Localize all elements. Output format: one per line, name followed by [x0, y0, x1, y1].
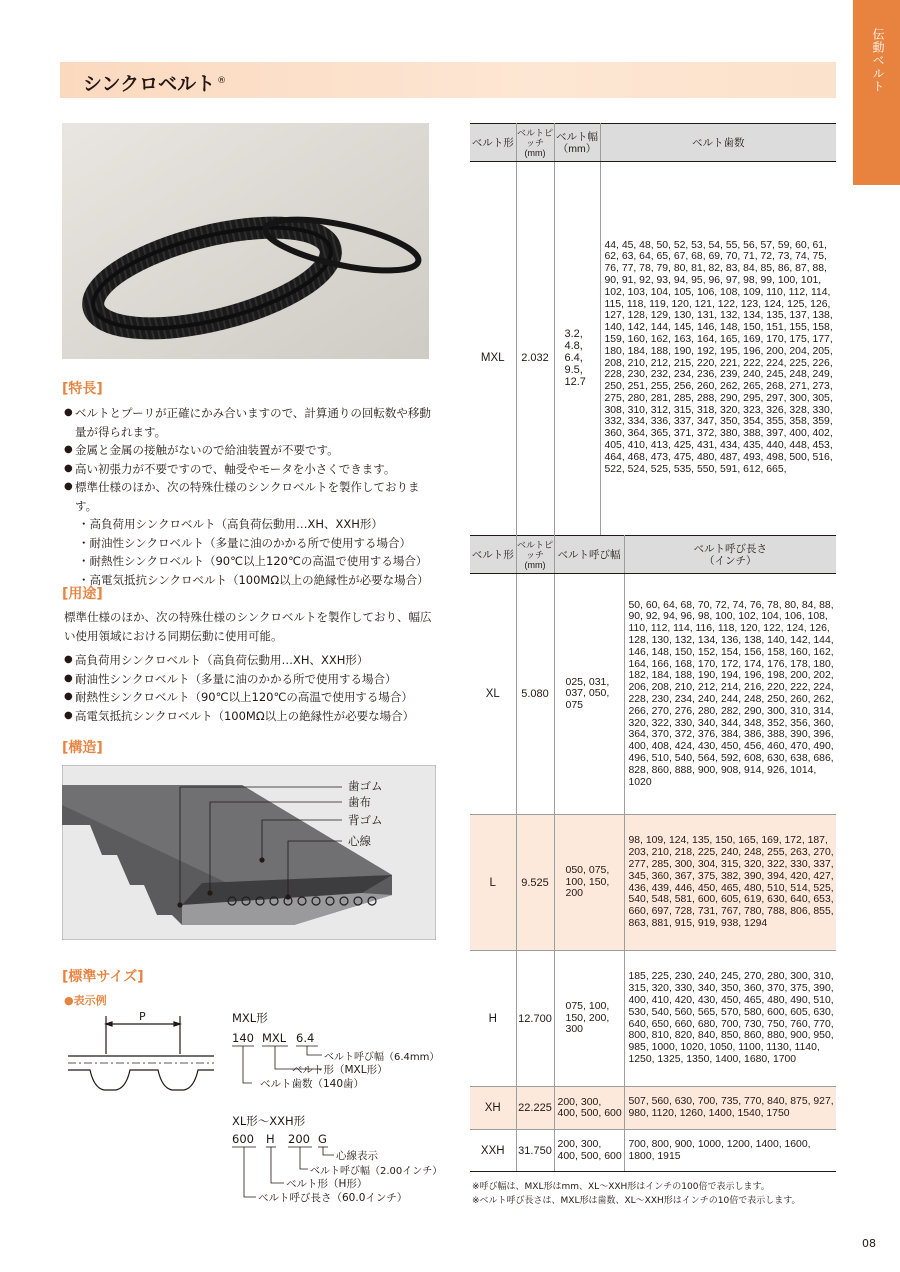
features-item: ● 標準仕様のほか、次の特殊仕様のシンクロベルトを製作しております。	[64, 478, 436, 515]
xl-note-cord: 心線表示	[336, 1150, 378, 1162]
header-pitch-unit: (mm)	[524, 559, 546, 570]
side-tab	[853, 0, 900, 185]
xl-example-code	[232, 1132, 442, 1212]
mxl-code-width: 6.4	[296, 1031, 315, 1045]
table-row	[470, 1130, 836, 1172]
cell-width: 025, 031, 037, 050, 075	[554, 574, 624, 815]
features-item: ● 金属と金属の接触がないので給油装置が不要です。	[64, 441, 436, 460]
cell-width: 050, 075, 100, 150, 200	[554, 815, 624, 951]
cell-type: H	[470, 951, 516, 1087]
header-nominal-length	[624, 536, 836, 574]
cell-lengths: 185, 225, 230, 240, 245, 270, 280, 300, 310, 315, 320, 330, 340, 350, 360, 370, 375, 390, 400, 410, 420, 430, 450, 465, 480, 490, 510, 530, 540, 560, 565, 570, 580, 600, 605, 630, 640, 650, 660, 680, 700, 730, 750, 760, 770, 800, 810, 820, 840, 850, 860, 880, 900, 950, 985, 1000, 1020, 1050, 1100, 1130, 1140, 1250, 1325, 1350, 1400, 1680, 1700	[624, 951, 836, 1087]
footnote: ※呼び幅は、MXL形はmm、XL〜XXH形はインチの100倍で表示します。	[472, 1182, 770, 1192]
features-item: ● 高い初張力が不要ですので、軸受やモータを小さくできます。	[64, 460, 436, 479]
belt-photo-illustration	[62, 123, 429, 359]
structure-label-tooth-rubber: 歯ゴム	[348, 779, 383, 793]
header-width-label: ベルト幅	[556, 130, 598, 143]
xl-note-type: ベルト形（H形）	[286, 1178, 368, 1190]
table-row	[470, 1087, 836, 1130]
applications-item: ● 耐熱性シンクロベルト（90℃以上120℃の高温で使用する場合）	[64, 688, 436, 707]
xl-note-width: ベルト呼び幅（2.00インチ）	[310, 1166, 443, 1177]
cell-type: XL	[470, 574, 516, 815]
header-belt-type: ベルト形	[470, 536, 516, 574]
header-belt-pitch	[516, 124, 554, 162]
features-sub-item: ・耐熱性シンクロベルト（90℃以上120℃の高温で使用する場合）	[78, 554, 428, 568]
example-label: ●表示例	[64, 994, 107, 1007]
features-sub-item: ・高電気抵抗シンクロベルト（100MΩ以上の絶縁性が必要な場合）	[78, 572, 429, 587]
table-row	[470, 162, 836, 554]
applications-intro: 標準仕様のほか、次の特殊仕様のシンクロベルトを製作しており、幅広い使用領域における同期伝動に使用可能。	[64, 610, 432, 643]
header-length-label: ベルト呼び長さ	[693, 542, 767, 555]
mxl-note-teeth: ベルト歯数（140歯）	[260, 1078, 365, 1090]
xl-code-cord: G	[318, 1132, 327, 1146]
cell-teeth: 44, 45, 48, 50, 52, 53, 54, 55, 56, 57, 59, 60, 61, 62, 63, 64, 65, 67, 68, 69, 70, 71, 72, 73, 74, 75, 76, 77, 78, 79, 80, 81, 82, 83, 84, 85, 86, 87, 88, 90, 91, 92, 93, 94, 95, 96, 97, 98, 99, 100, 101, 102, 103, 104, 105, 106, 108, 109, 110, 112, 114, 115, 118, 119, 120, 121, 122, 123, 124, 125, 126, 127, 128, 129, 130, 131, 132, 134, 135, 137, 138, 140, 142, 144, 145, 146, 148, 150, 151, 155, 158, 159, 160, 162, 163, 164, 165, 169, 170, 175, 177, 180, 184, 188, 190, 192, 195, 196, 200, 204, 205, 208, 210, 212, 215, 220, 221, 222, 224, 225, 226, 228, 230, 232, 234, 236, 239, 240, 245, 248, 249, 250, 251, 255, 256, 260, 262, 265, 268, 271, 273, 275, 280, 281, 285, 288, 290, 295, 297, 300, 305, 308, 310, 312, 315, 318, 320, 323, 326, 328, 330, 332, 334, 336, 337, 347, 350, 354, 355, 358, 359, 360, 364, 365, 371, 372, 380, 388, 397, 400, 402, 405, 410, 413, 425, 431, 434, 435, 440, 448, 453, 464, 468, 473, 475, 480, 487, 493, 498, 500, 516, 522, 524, 525, 535, 550, 591, 612, 665,	[600, 162, 836, 554]
mxl-note-width: ベルト呼び幅（6.4mm）	[324, 1052, 440, 1063]
header-pitch-label: ベルトピッチ	[516, 127, 553, 148]
cell-width: 200, 300, 400, 500, 600	[554, 1130, 624, 1172]
mxl-note-type: ベルト形（MXL形）	[292, 1064, 388, 1076]
applications-item: ● 高電気抵抗シンクロベルト（100MΩ以上の絶縁性が必要な場合）	[64, 707, 436, 726]
applications-list	[64, 608, 436, 725]
cell-type: L	[470, 815, 516, 951]
side-tab-label: 伝動ベルト	[871, 28, 885, 93]
cell-type: XH	[470, 1087, 516, 1130]
mxl-example-title: MXL形	[232, 1011, 268, 1025]
xl-code-width: 200	[288, 1132, 310, 1146]
cell-pitch: 12.700	[516, 951, 554, 1087]
cell-type: XXH	[470, 1130, 516, 1172]
cell-pitch: 9.525	[516, 815, 554, 951]
header-belt-pitch	[516, 536, 554, 574]
header-pitch-label: ベルトピッチ	[516, 539, 553, 560]
features-list	[64, 404, 436, 589]
xl-note-length: ベルト呼び長さ（60.0インチ）	[258, 1192, 408, 1204]
structure-diagram	[62, 765, 436, 940]
cell-width: 075, 100, 150, 200, 300	[554, 951, 624, 1087]
cell-lengths: 98, 109, 124, 135, 150, 165, 169, 172, 187, 203, 210, 218, 225, 240, 248, 255, 263, 270, 277, 285, 300, 304, 315, 320, 322, 330, 337, 345, 360, 367, 375, 382, 390, 394, 420, 427, 436, 439, 446, 450, 465, 480, 510, 514, 525, 540, 548, 581, 600, 605, 619, 630, 640, 653, 660, 697, 728, 731, 767, 780, 788, 806, 855, 863, 881, 915, 919, 938, 1294	[624, 815, 836, 951]
footnotes	[472, 1180, 852, 1208]
registered-mark: ®	[217, 75, 227, 86]
features-item: ● ベルトとプーリが正確にかみ合いますので、計算通りの回転数や移動量が得られます。	[64, 404, 436, 441]
header-pitch-unit: (mm)	[524, 147, 546, 158]
features-heading: [特長]	[62, 381, 103, 397]
features-sub-item: ・高負荷用シンクロベルト（高負荷伝動用…XH、XXH形）	[78, 517, 383, 531]
xl-code-length: 600	[232, 1132, 254, 1146]
header-belt-teeth: ベルト歯数	[600, 124, 836, 162]
structure-heading: [構造]	[62, 740, 103, 756]
applications-item: ● 高負荷用シンクロベルト（高負荷伝動用…XH、XXH形）	[64, 651, 436, 670]
length-table	[470, 535, 836, 1172]
header-length-unit: （インチ）	[704, 554, 757, 567]
structure-label-back-rubber: 背ゴム	[348, 813, 383, 827]
cell-pitch: 2.032	[516, 162, 554, 554]
table-row	[470, 574, 836, 815]
header-belt-type: ベルト形	[470, 124, 516, 162]
product-photo	[62, 123, 429, 359]
header-width-unit: （mm）	[557, 142, 597, 155]
pitch-label: P	[139, 1010, 146, 1023]
pitch-diagram	[68, 1012, 218, 1102]
mxl-code-teeth: 140	[232, 1031, 254, 1045]
cell-pitch: 31.750	[516, 1130, 554, 1172]
cell-type: MXL	[470, 162, 516, 554]
cell-lengths: 50, 60, 64, 68, 70, 72, 74, 76, 78, 80, 84, 88, 90, 92, 94, 96, 98, 100, 102, 104, 106, 108, 110, 112, 114, 116, 118, 120, 122, 124, 126, 128, 130, 132, 134, 136, 138, 140, 142, 144, 146, 148, 150, 152, 154, 156, 158, 160, 162, 164, 166, 168, 170, 172, 174, 176, 178, 180, 182, 184, 188, 190, 194, 196, 198, 200, 202, 206, 208, 210, 212, 214, 216, 220, 222, 224, 228, 230, 234, 240, 244, 248, 250, 260, 262, 266, 270, 276, 280, 282, 290, 300, 310, 314, 320, 322, 330, 340, 344, 348, 352, 356, 360, 364, 370, 372, 376, 384, 386, 388, 390, 396, 400, 408, 424, 430, 450, 456, 460, 470, 490, 496, 510, 540, 564, 592, 608, 630, 638, 686, 828, 860, 888, 900, 908, 914, 926, 1014, 1020	[624, 574, 836, 815]
tooth-profile-icon	[68, 1012, 218, 1102]
standard-sizes-heading: [標準サイズ]	[62, 969, 144, 985]
applications-item: ● 耐油性シンクロベルト（多量に油のかかる所で使用する場合）	[64, 670, 436, 689]
features-sub-item: ・耐油性シンクロベルト（多量に油のかかる所で使用する場合）	[78, 535, 411, 550]
mxl-code-type: MXL	[262, 1031, 287, 1045]
title-band	[60, 62, 836, 98]
length-table-header	[470, 536, 836, 574]
cell-width: 200, 300, 400, 500, 600	[554, 1087, 624, 1130]
cell-pitch: 22.225	[516, 1087, 554, 1130]
page-number: 08	[862, 1237, 876, 1250]
table-row	[470, 815, 836, 951]
cell-lengths: 507, 560, 630, 700, 735, 770, 840, 875, 927, 980, 1120, 1260, 1400, 1540, 1750	[624, 1087, 836, 1130]
applications-heading: [用途]	[62, 586, 103, 602]
mxl-table	[470, 123, 836, 554]
cell-width: 3.2, 4.8, 6.4, 9.5, 12.7	[554, 162, 600, 554]
header-nominal-width: ベルト呼び幅	[554, 536, 624, 574]
title-text: シンクロベルト	[83, 73, 216, 95]
mxl-table-header	[470, 124, 836, 162]
structure-label-cord: 心線	[348, 834, 371, 848]
table-row	[470, 951, 836, 1087]
header-belt-width	[554, 124, 600, 162]
cell-pitch: 5.080	[516, 574, 554, 815]
xl-code-type: H	[266, 1132, 275, 1146]
footnote: ※ベルト呼び長さは、MXL形は歯数、XL〜XXH形はインチの10倍で表示します。	[472, 1196, 801, 1206]
xl-example-title: XL形〜XXH形	[232, 1114, 306, 1128]
cell-lengths: 700, 800, 900, 1000, 1200, 1400, 1600, 1800, 1915	[624, 1130, 836, 1172]
mxl-example-code	[232, 1031, 442, 1099]
page-title	[83, 69, 226, 96]
structure-label-tooth-fabric: 歯布	[348, 795, 371, 809]
